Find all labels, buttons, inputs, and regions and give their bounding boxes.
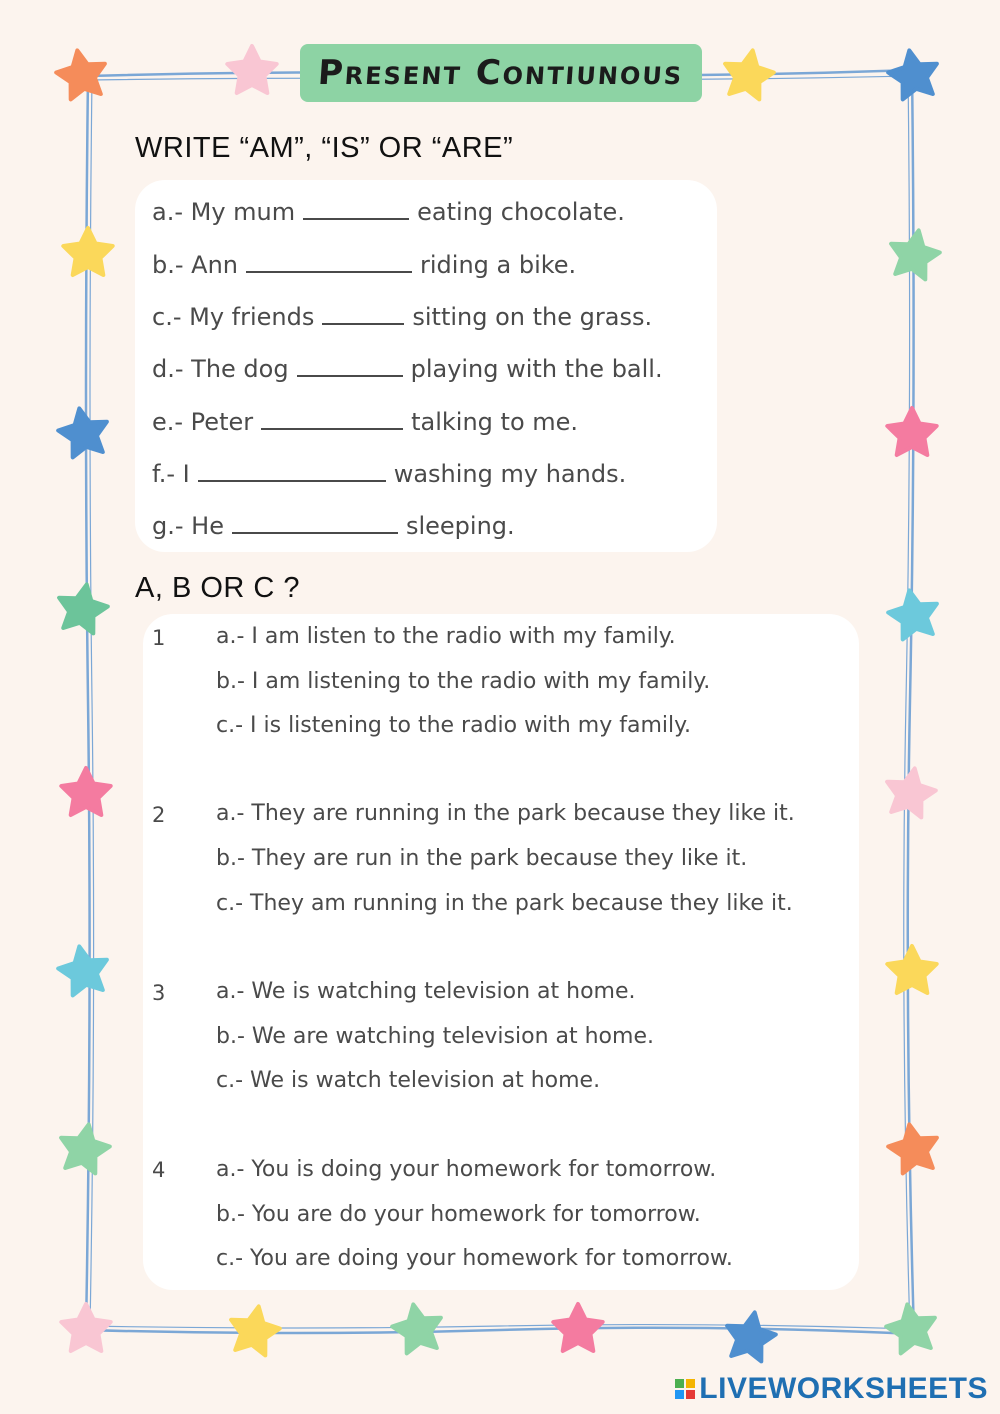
fill-item-a: a.- My mum eating chocolate. bbox=[152, 198, 625, 226]
pink-star-icon bbox=[227, 46, 276, 93]
fill-item-d: d.- The dog playing with the ball. bbox=[152, 355, 663, 383]
question-number: 3 bbox=[152, 981, 166, 1005]
cyan-star-icon bbox=[888, 590, 937, 639]
yellow-star-icon bbox=[63, 228, 112, 275]
option-4b[interactable]: b.- You are do your homework for tomorrow. bbox=[216, 1202, 701, 1227]
option-2c[interactable]: c.- They am running in the park because they like it. bbox=[216, 891, 793, 916]
green-star-icon bbox=[392, 1304, 441, 1353]
pink-star-icon bbox=[61, 1304, 110, 1351]
fill-item-c: c.- My friends sitting on the grass. bbox=[152, 303, 653, 331]
pink-star-icon bbox=[887, 768, 936, 817]
answer-blank[interactable] bbox=[232, 510, 398, 534]
orange-star-icon bbox=[888, 1124, 937, 1173]
border-bottom bbox=[86, 1328, 914, 1334]
option-2a[interactable]: a.- They are running in the park because they like it. bbox=[216, 801, 795, 826]
title-banner bbox=[300, 44, 702, 102]
liveworksheets-brand[interactable] bbox=[675, 1372, 988, 1406]
green-star-icon bbox=[61, 1124, 110, 1173]
brand-text: LIVEWORKSHEETS bbox=[699, 1372, 988, 1405]
question-number: 1 bbox=[152, 626, 166, 650]
answer-blank[interactable] bbox=[261, 406, 403, 430]
option-1c[interactable]: c.- I is listening to the radio with my family. bbox=[216, 713, 691, 738]
orange-star-icon bbox=[56, 50, 105, 99]
yellow-star-icon bbox=[887, 946, 936, 993]
liveworksheets-logo-icon bbox=[675, 1379, 695, 1399]
green-star-icon bbox=[886, 1304, 935, 1353]
pink-star-icon bbox=[887, 408, 936, 455]
green-star-icon bbox=[891, 230, 940, 279]
blue-star-icon bbox=[888, 50, 937, 99]
option-2b[interactable]: b.- They are run in the park because they like it. bbox=[216, 846, 748, 871]
pink-star-icon bbox=[553, 1304, 602, 1351]
fill-item-f: f.- I washing my hands. bbox=[152, 460, 627, 488]
option-1a[interactable]: a.- I am listen to the radio with my family. bbox=[216, 624, 676, 649]
blue-star-icon bbox=[727, 1312, 776, 1361]
cyan-star-icon bbox=[58, 946, 107, 995]
fill-item-e: e.- Peter talking to me. bbox=[152, 408, 579, 436]
question-number: 2 bbox=[152, 803, 166, 827]
fill-item-b: b.- Ann riding a bike. bbox=[152, 251, 577, 279]
option-4c[interactable]: c.- You are doing your homework for tomorrow. bbox=[216, 1246, 733, 1271]
yellow-star-icon bbox=[231, 1306, 280, 1355]
option-3b[interactable]: b.- We are watching television at home. bbox=[216, 1024, 654, 1049]
fill-item-g: g.- He sleeping. bbox=[152, 512, 515, 540]
page-title: Present Contiunous bbox=[316, 53, 686, 93]
section1-heading: WRITE “AM”, “IS” OR “ARE” bbox=[135, 132, 514, 164]
answer-blank[interactable] bbox=[322, 301, 404, 325]
answer-blank[interactable] bbox=[246, 249, 412, 273]
section2-heading: A, B OR C ? bbox=[135, 572, 301, 604]
option-3a[interactable]: a.- We is watching television at home. bbox=[216, 979, 636, 1004]
answer-blank[interactable] bbox=[198, 458, 386, 482]
yellow-star-icon bbox=[725, 50, 774, 99]
option-1b[interactable]: b.- I am listening to the radio with my family. bbox=[216, 669, 711, 694]
option-3c[interactable]: c.- We is watch television at home. bbox=[216, 1068, 601, 1093]
answer-blank[interactable] bbox=[303, 196, 409, 220]
pink-star-icon bbox=[61, 768, 110, 815]
answer-blank[interactable] bbox=[297, 353, 403, 377]
question-number: 4 bbox=[152, 1158, 166, 1182]
option-4a[interactable]: a.- You is doing your homework for tomorrow. bbox=[216, 1157, 717, 1182]
green-star-icon bbox=[59, 584, 108, 633]
blue-star-icon bbox=[58, 408, 107, 457]
